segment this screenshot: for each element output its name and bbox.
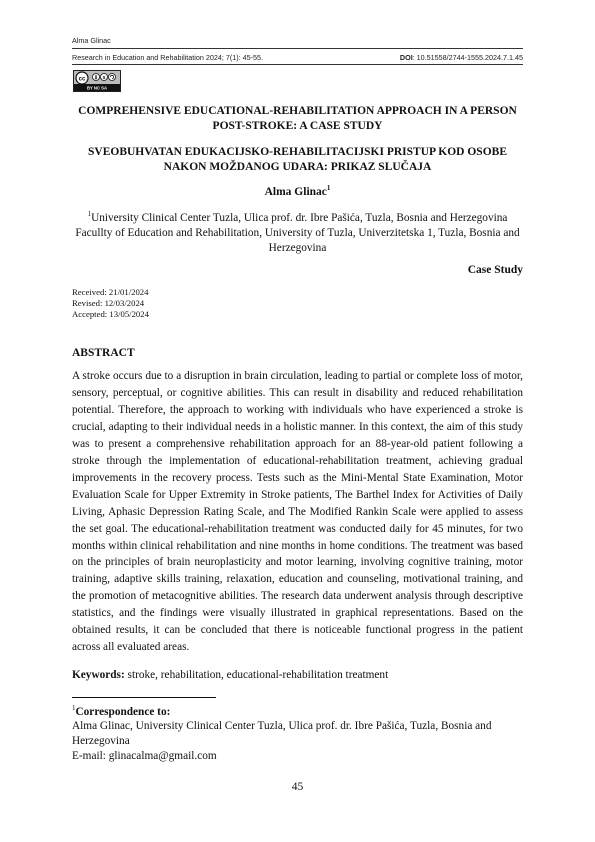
article-type: Case Study — [467, 264, 523, 276]
keywords — [72, 669, 388, 681]
doi[interactable] — [400, 53, 523, 62]
footnote-heading — [72, 704, 170, 718]
date-accepted: Accepted: 13/05/2024 — [72, 309, 149, 319]
footnote-rule — [72, 697, 216, 698]
keywords-label: Keywords: — [72, 669, 125, 681]
header-divider-lower — [72, 64, 523, 65]
running-header-author: Alma Glinac — [72, 36, 111, 45]
keywords-text: stroke, rehabilitation, educational-rehabilitation treatment — [124, 669, 389, 681]
article-title-english: COMPREHENSIVE EDUCATIONAL-REHABILITATION APPROACH IN A PERSON POST-STROKE: A CASE STUDY — [78, 105, 517, 132]
author-affiliation-marker: 1 — [326, 184, 331, 192]
date-received: Received: 21/01/2024 — [72, 287, 149, 297]
correspondence-email[interactable]: E-mail: glinacalma@gmail.com — [72, 750, 217, 762]
license-badge-graphic — [74, 71, 120, 91]
license-terms-text: BY NC SA — [87, 85, 107, 91]
page-number: 45 — [291, 781, 304, 793]
author-name — [72, 184, 523, 198]
abstract-heading: ABSTRACT — [72, 347, 135, 359]
header-divider — [72, 48, 523, 49]
correspondence-address: Alma Glinac, University Clinical Center Tuzla, Ulica prof. dr. Ibre Pašića, Tuzla, Bosnia and Herzegovina — [72, 720, 492, 747]
abstract-body: A stroke occurs due to a disruption in brain circulation, leading to partial or complete loss of motor, sensory, perceptual, or cognitive abilities. This can result in disability and reduced rehabilitation potential. Therefore, the approach to working with individuals who have experienced a stroke is crucial, adapting to their individual needs in a holistic manner. In this context, the aim of this study was to present a comprehensive rehabilitation approach for an 88-year-old patient following a stroke through the implementation of educational-rehabilitation treatment, achieving gradual improvements in the recovery process. Tests such as the Mini-Mental State Examination, Motor Evaluation Scale for Upper Extremity in Stroke patients, The Barthel Index for Activities of Daily Living, Aphasic Depression Rating Scale, and The Modified Rankin Scale were applied to assess the set goal. The educational-rehabilitation treatment was conducted daily for 45 minutes, for two months within clinical rehabilitation and nine months in home conditions. The treatment was based on the principles of brain neuroplasticity and motor learning, involving cognitive training, motor training, adaptive skills training, relaxation, education and counseling, motivational training, and the promotion of metacognitive abilities. The research data underwent analysis through descriptive statistics, and the findings were visually illustrated in graphical representations. Based on the obtained results, it can be concluded that there is noticeable functional progress in the patient across all evaluated areas. — [72, 370, 523, 654]
affiliation — [72, 207, 523, 257]
cc-by-nc-sa-icon[interactable] — [73, 70, 121, 92]
doi-label: DOI — [399, 53, 413, 62]
footnote-body — [72, 719, 523, 764]
author-name-text: Alma Glinac — [264, 185, 327, 198]
journal-reference: Research in Education and Rehabilitation 2024; 7(1): 45-55. — [72, 53, 263, 62]
footnote-marker: 1 — [72, 704, 76, 712]
license-cc-text: cc — [78, 76, 86, 83]
affiliation-marker: 1 — [87, 210, 92, 218]
article-title-bosnian: SVEOBUHVATAN EDUKACIJSKO-REHABILITACIJSKI PRISTUP KOD OSOBE NAKON MOŽDANOG UDARA: PRIKAZ SLUČAJA — [88, 146, 507, 173]
affiliation-text: University Clinical Center Tuzla, Ulica prof. dr. Ibre Pašića, Tuzla, Bosnia and Herzegovina Facullty of Education and Rehabilitation, University of Tuzla, Univerzitetska 1, Tuzla, Bosnia and Herzegovina — [75, 211, 520, 255]
date-revised: Revised: 12/03/2024 — [72, 298, 145, 308]
svg-text:$: $ — [102, 74, 106, 80]
doi-value: : 10.51558/2744-1555.2024.7.1.45 — [412, 53, 523, 62]
footnote-heading-text: Correspondence to: — [75, 705, 171, 718]
